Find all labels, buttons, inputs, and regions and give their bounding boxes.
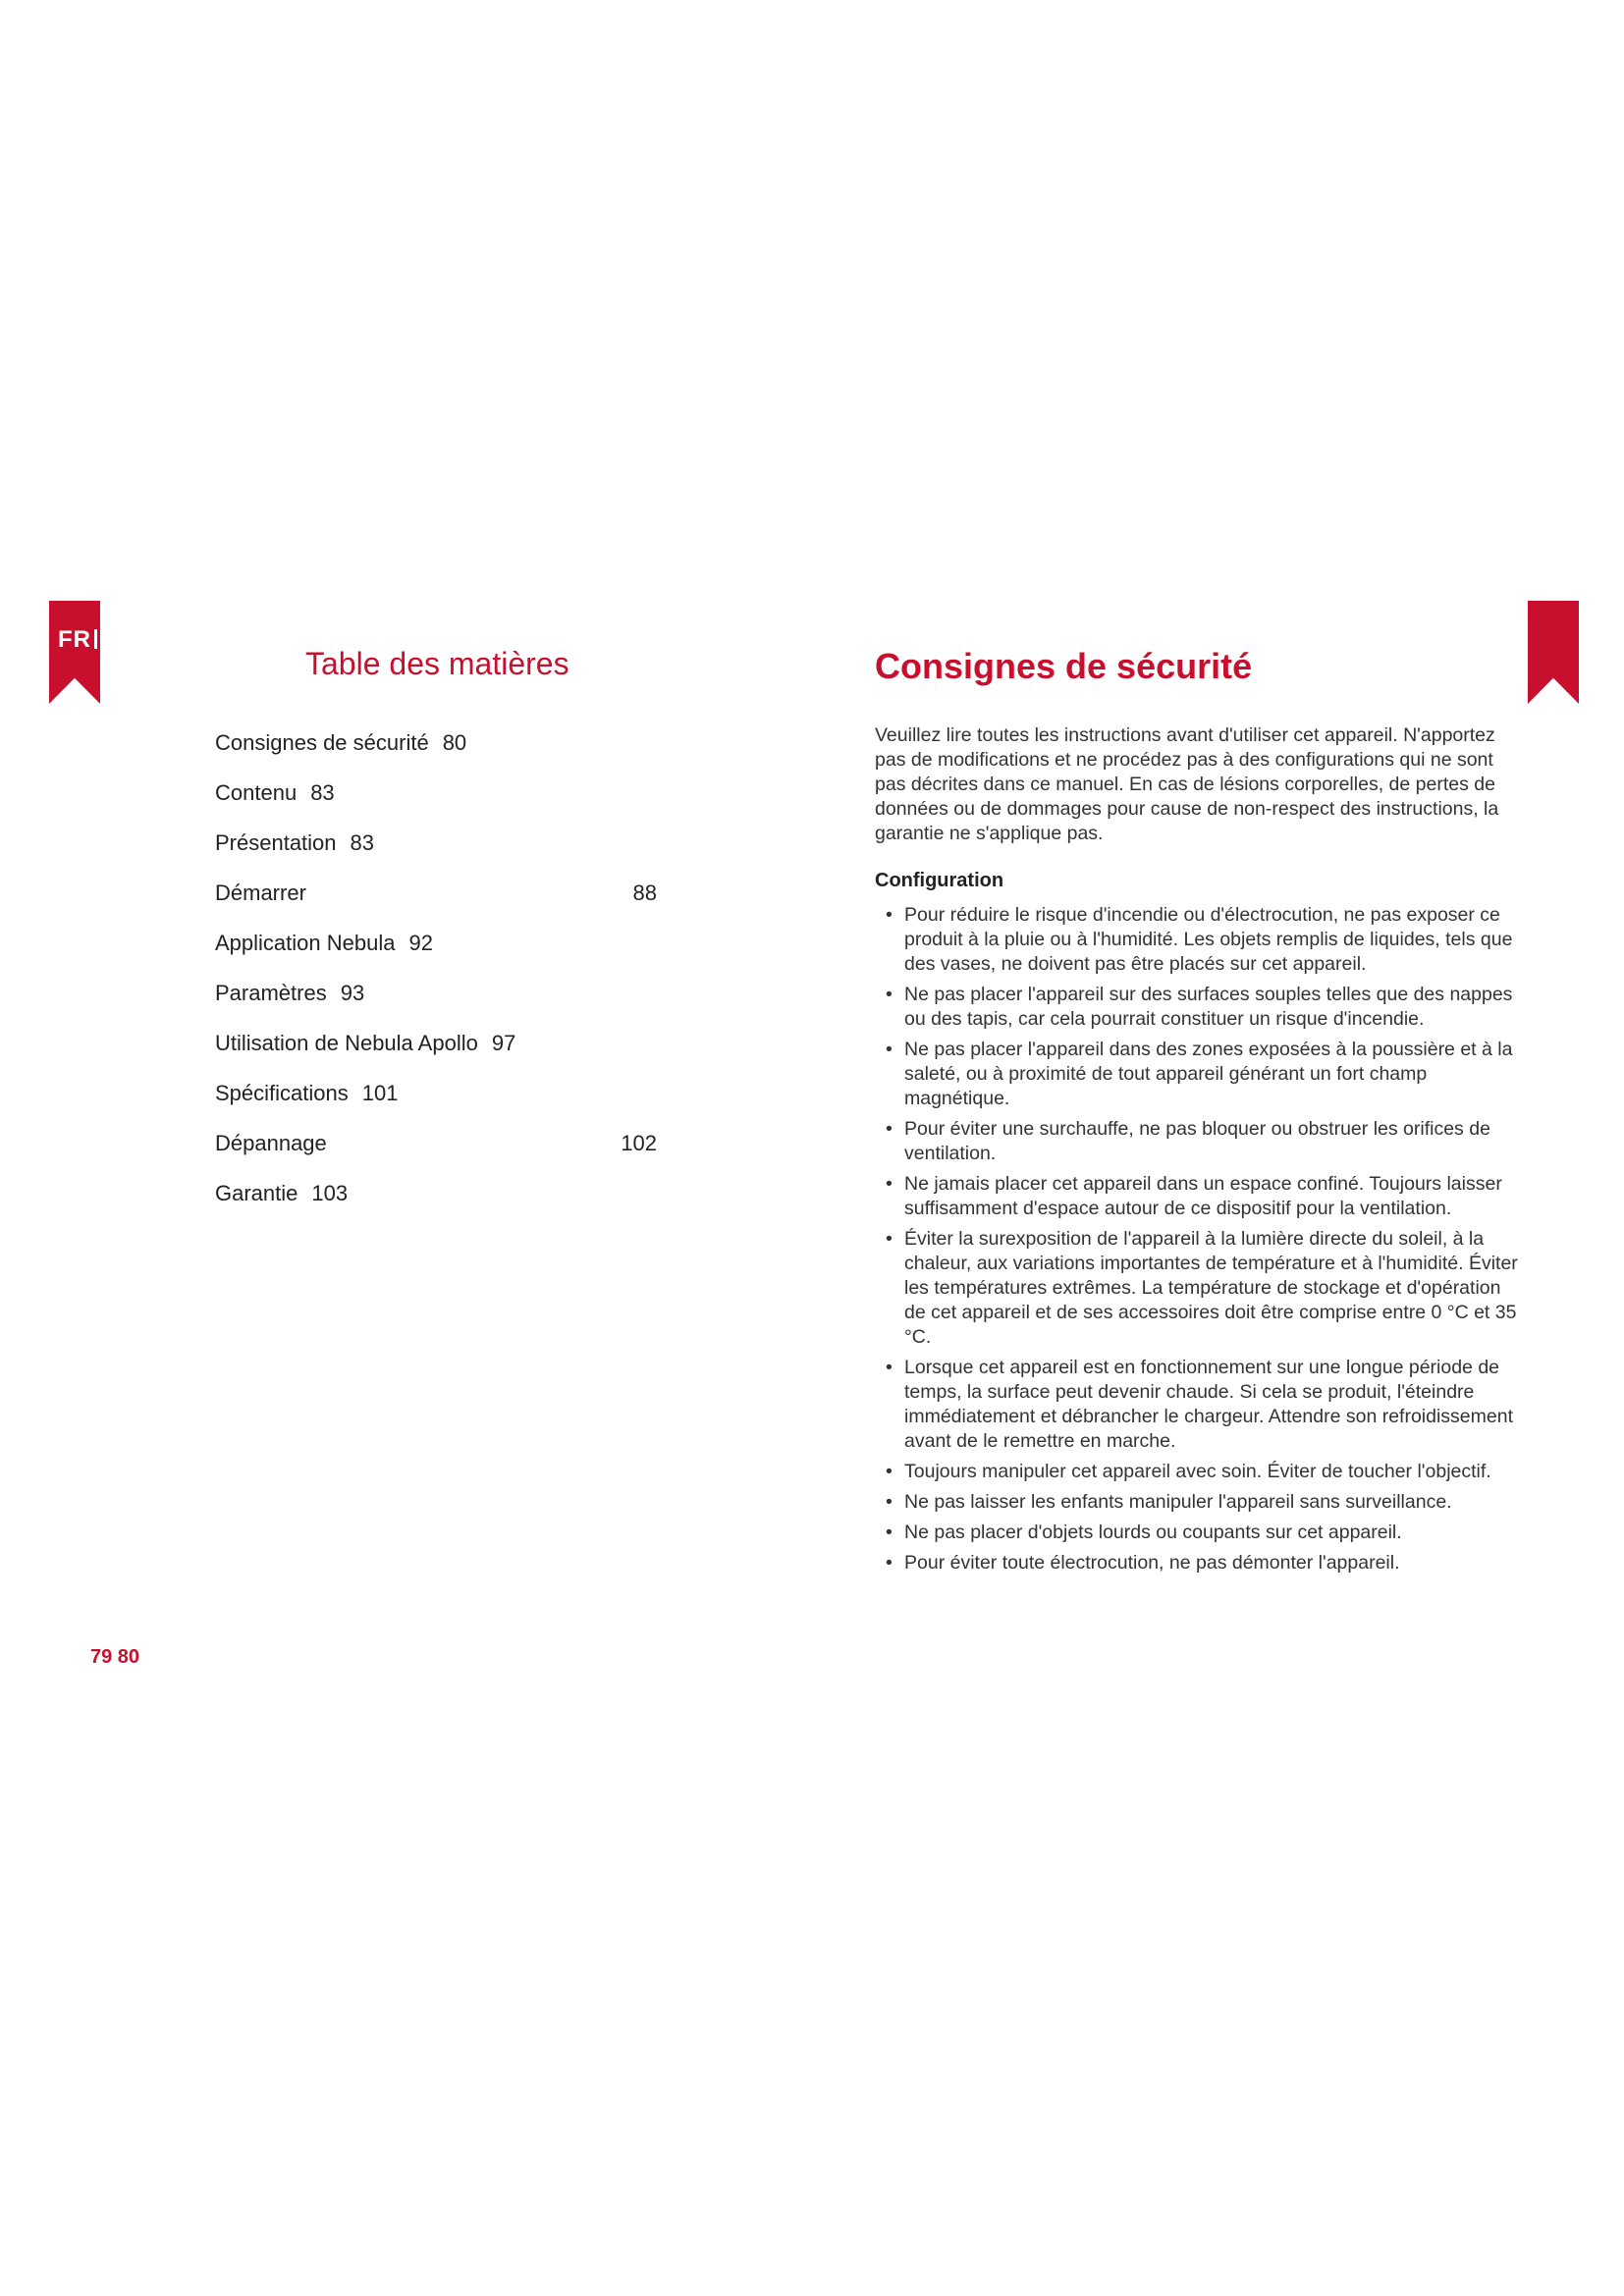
toc-entry-page: 80 [442, 730, 467, 755]
toc-entry[interactable] [215, 926, 657, 976]
toc-entry[interactable] [215, 775, 657, 826]
language-label: FR [58, 626, 91, 653]
toc-entry-label: Contenu [215, 780, 298, 805]
toc-entry-label: Démarrer [215, 881, 306, 905]
safety-bullet: • Toujours manipuler cet appareil avec soin. Éviter de toucher l'objectif. [875, 1460, 1523, 1484]
toc-title: Table des matières [305, 646, 569, 681]
toc-entry[interactable] [215, 876, 657, 926]
safety-bullet: • Pour réduire le risque d'incendie ou d'électrocution, ne pas exposer ce produit à la pluie ou à l'humidité. Les objets remplis de liquides, tels que des vases, ne doivent pas être placés sur cet appareil. [875, 903, 1523, 977]
toc-entry-page: 92 [408, 931, 433, 955]
safety-bullet: • Pour éviter une surchauffe, ne pas bloquer ou obstruer les orifices de ventilation. [875, 1117, 1523, 1166]
toc-entry-label: Dépannage [215, 1131, 327, 1155]
safety-bullet: • Lorsque cet appareil est en fonctionnement sur une longue période de temps, la surface peut devenir chaude. Si cela se produit, l'éteindre immédiatement et débrancher le chargeur. Attendre son refroidissement avant de le remettre en marche. [875, 1356, 1523, 1454]
safety-bullet: • Pour éviter toute électrocution, ne pas démonter l'appareil. [875, 1551, 1523, 1575]
toc-entry-label: Garantie [215, 1181, 298, 1205]
toc-entry-page: 83 [310, 780, 335, 805]
safety-bullet: • Éviter la surexposition de l'appareil à la lumière directe du soleil, à la chaleur, aux variations importantes de température et à l'humidité. Éviter les températures extrêmes. La température de stockage et d'opération de cet appareil et de ses accessoires doit être comprise entre 0 °C et 35 °C. [875, 1227, 1523, 1350]
toc-entry-label: Utilisation de Nebula Apollo [215, 1031, 478, 1055]
toc-entry-page: 103 [311, 1181, 349, 1205]
bookmark-ribbon [1528, 601, 1579, 704]
toc-entry-page: 88 [632, 881, 657, 905]
language-tag [58, 626, 97, 654]
section-title: Consignes de sécurité [875, 646, 1253, 686]
toc-entry-label: Application Nebula [215, 931, 396, 955]
safety-bullet: • Ne pas laisser les enfants manipuler l'appareil sans surveillance. [875, 1490, 1523, 1515]
toc-entry[interactable] [215, 826, 657, 876]
toc-entry-page: 102 [621, 1131, 657, 1155]
toc-entry[interactable] [215, 1026, 657, 1076]
safety-bullet: • Ne pas placer l'appareil sur des surfaces souples telles que des nappes ou des tapis, car cela pourrait constituer un risque d'incendie. [875, 983, 1523, 1032]
toc-entry[interactable] [215, 1176, 657, 1226]
page-numbers: 79 80 [90, 1646, 140, 1668]
safety-bullet: • Ne pas placer l'appareil dans des zones exposées à la poussière et à la saleté, ou à proximité de tout appareil générant un fort champ magnétique. [875, 1038, 1523, 1111]
toc-entry-label: Spécifications [215, 1081, 349, 1105]
language-tag-bar [94, 629, 97, 649]
toc-entry[interactable] [215, 1076, 657, 1126]
safety-bullet: • Ne jamais placer cet appareil dans un espace confiné. Toujours laisser suffisamment d'espace autour de ce dispositif pour la ventilation. [875, 1172, 1523, 1221]
toc-entry-label: Présentation [215, 830, 337, 855]
safety-bullet: • Ne pas placer d'objets lourds ou coupants sur cet appareil. [875, 1521, 1523, 1545]
toc-entry[interactable] [215, 976, 657, 1026]
toc-entry[interactable] [215, 725, 657, 775]
toc-entry-page: 101 [361, 1081, 399, 1105]
toc-entry-label: Paramètres [215, 981, 327, 1005]
configuration-heading: Configuration [875, 870, 1004, 891]
toc-entry-page: 97 [491, 1031, 516, 1055]
toc-entry-page: 93 [340, 981, 365, 1005]
safety-bullet-list [875, 903, 1523, 1581]
toc-entry[interactable] [215, 1126, 657, 1176]
intro-paragraph: Veuillez lire toutes les instructions avant d'utiliser cet appareil. N'apportez pas de modifications et ne procédez pas à des configurations qui ne sont pas décrites dans ce manuel. En cas de lésions corporelles, de pertes de données ou de dommages pour cause de non-respect des instructions, la garantie ne s'applique pas. [875, 724, 1499, 844]
table-of-contents [215, 725, 657, 1226]
toc-entry-label: Consignes de sécurité [215, 730, 429, 755]
toc-entry-page: 83 [350, 830, 375, 855]
